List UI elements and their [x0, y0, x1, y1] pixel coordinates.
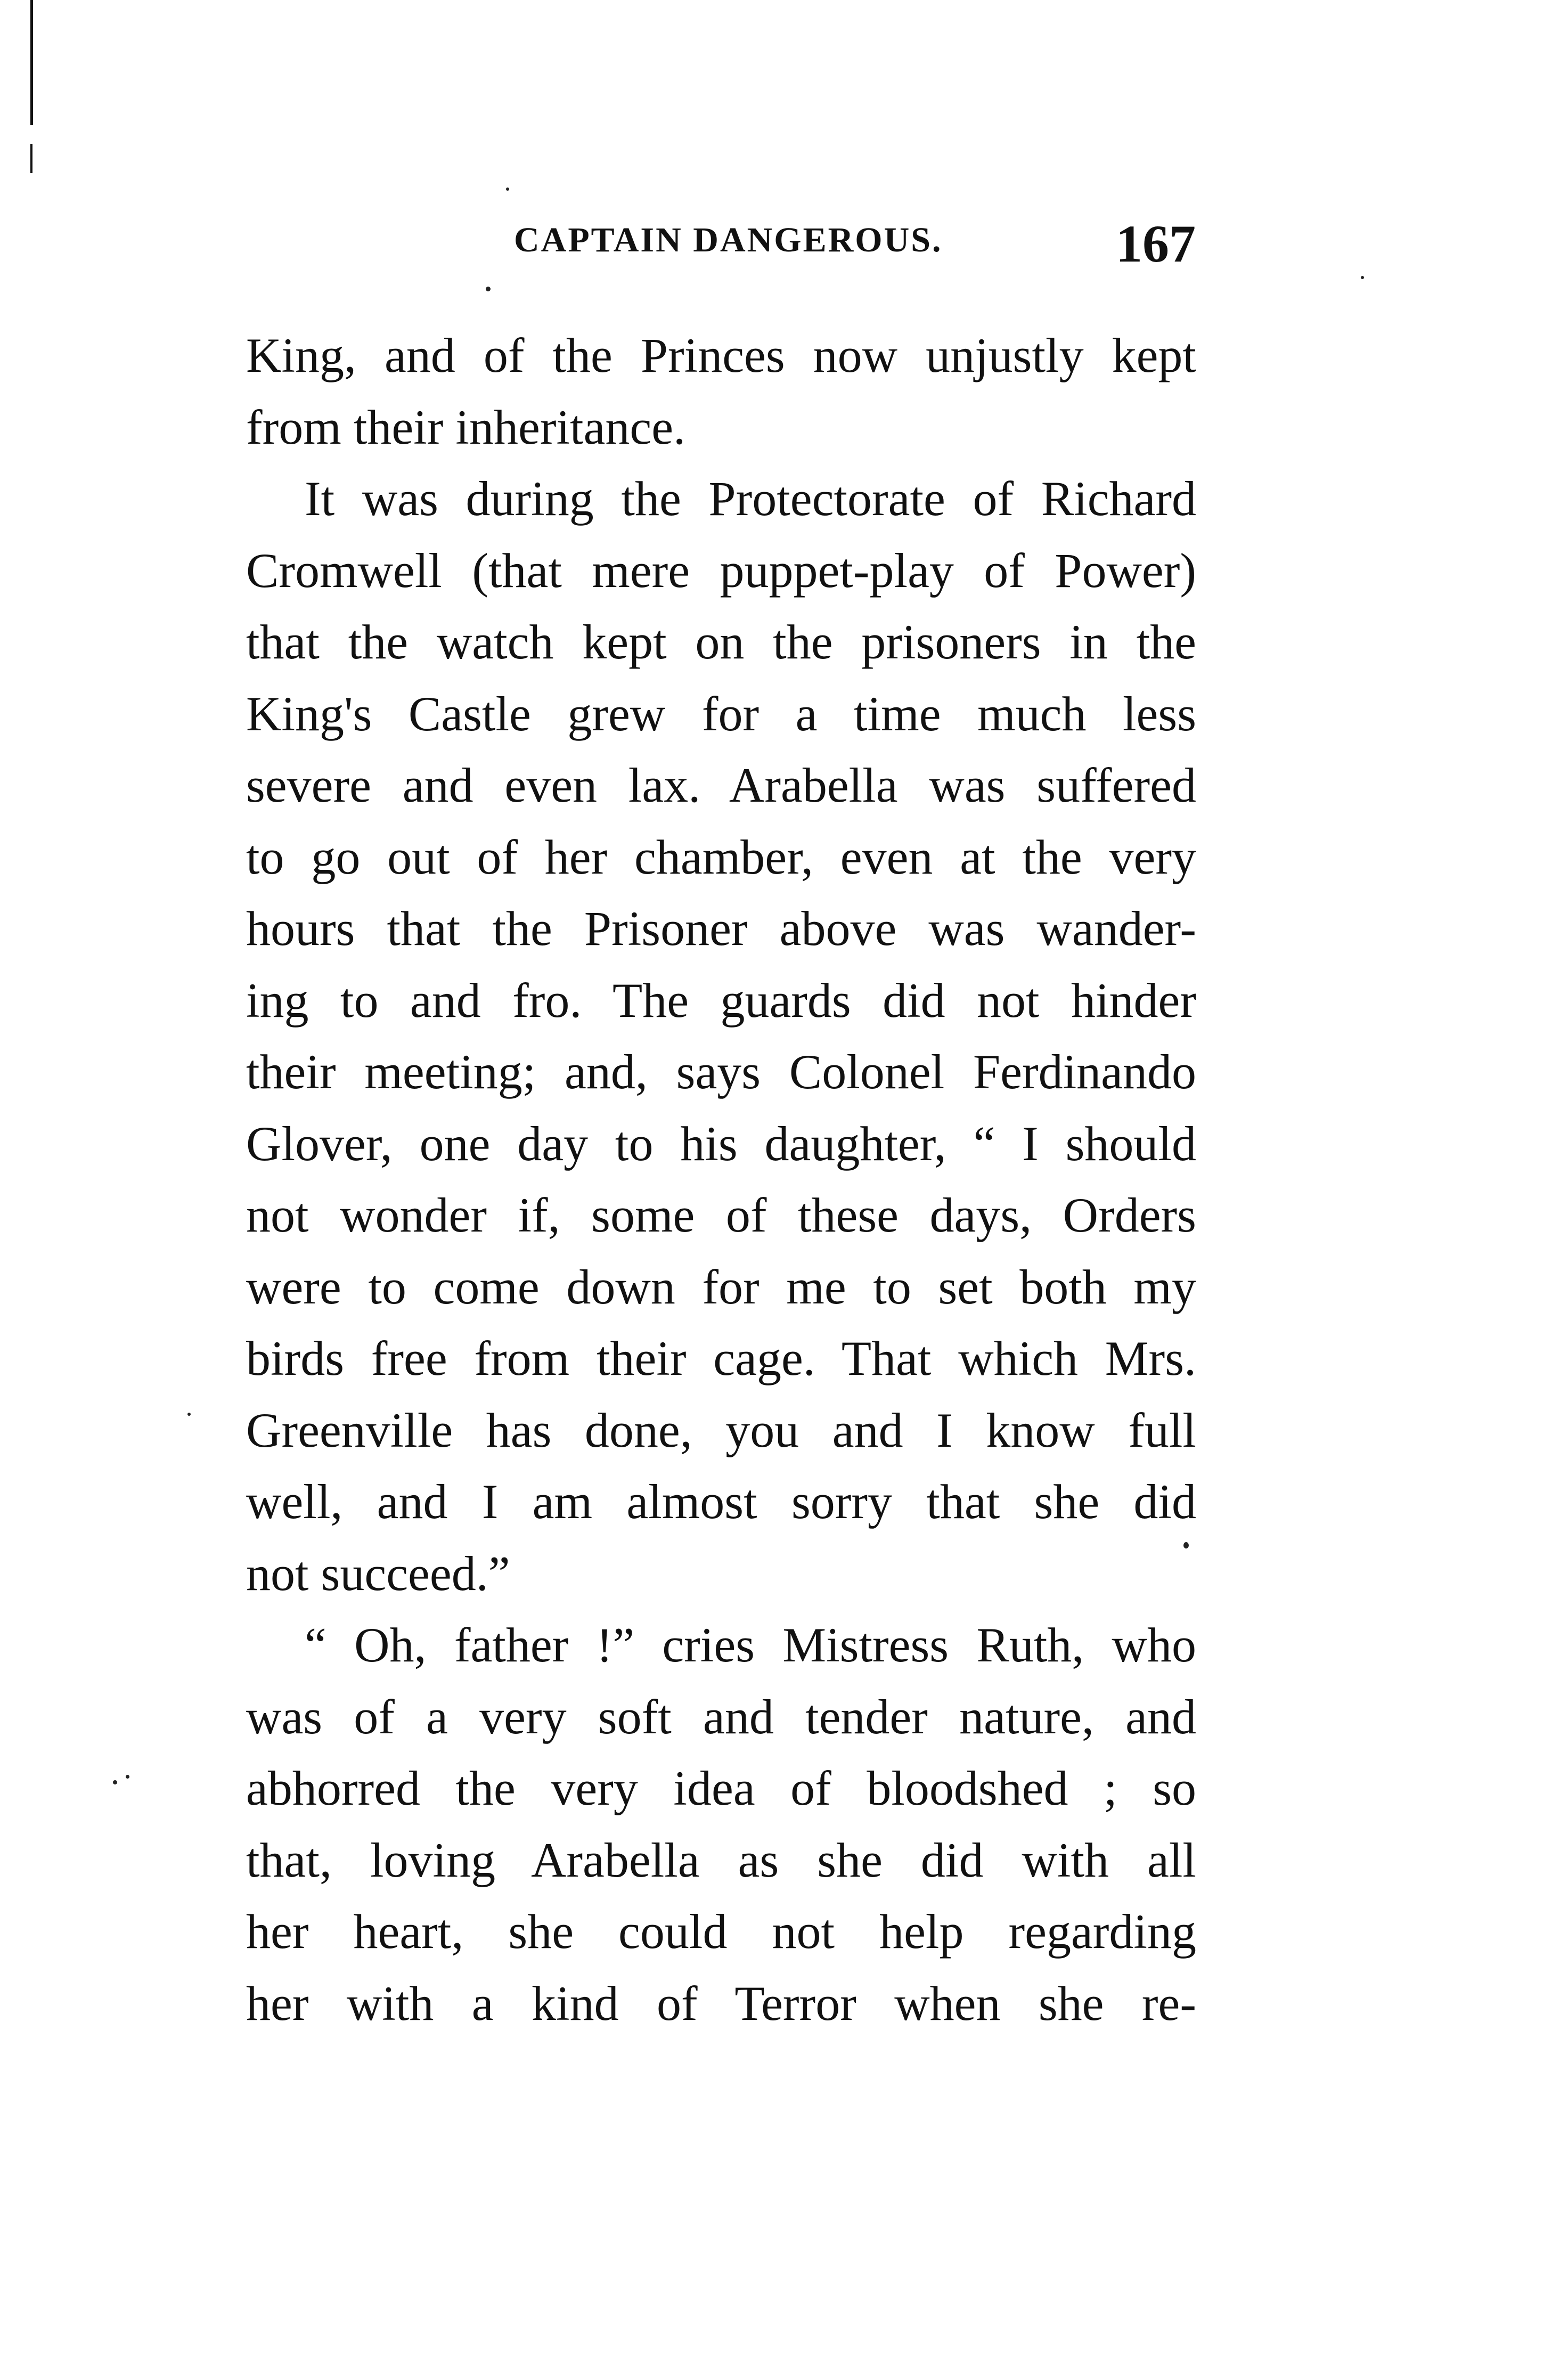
- text-line: not succeed.”: [246, 1546, 510, 1601]
- text-line: Greenville has done, you and I know full: [246, 1403, 1196, 1457]
- page-number: 167: [1116, 214, 1196, 273]
- text-line: to go out of her chamber, even at the very: [246, 829, 1196, 884]
- text-line: well, and I am almost sorry that she did: [246, 1474, 1196, 1529]
- text-line: that, loving Arabella as she did with all: [246, 1832, 1196, 1887]
- text-line: abhorred the very idea of bloodshed ; so: [246, 1761, 1196, 1815]
- text-line: not wonder if, some of these days, Orders: [246, 1188, 1196, 1242]
- text-line: from their inheritance.: [246, 400, 686, 454]
- text-line: King's Castle grew for a time much less: [246, 686, 1196, 741]
- text-line: ing to and fro. The guards did not hinder: [246, 973, 1196, 1028]
- text-line: her with a kind of Terror when she re-: [246, 1976, 1196, 2031]
- scan-speck: [187, 1413, 191, 1416]
- text-line: “ Oh, father !” cries Mistress Ruth, who: [305, 1618, 1196, 1672]
- body-text: [246, 320, 1196, 2039]
- scan-speck: [486, 287, 491, 291]
- text-line: her heart, she could not help regarding: [246, 1904, 1196, 1959]
- text-line: that the watch kept on the prisoners in the: [246, 615, 1196, 669]
- text-line: birds free from their cage. That which Mrs.: [246, 1331, 1196, 1385]
- scan-edge-mark: [30, 144, 32, 173]
- text-line: It was during the Protectorate of Richard: [305, 471, 1196, 526]
- text-line: were to come down for me to set both my: [246, 1259, 1196, 1314]
- text-line: King, and of the Princes now unjustly kept: [246, 328, 1196, 382]
- scan-speck: [126, 1775, 129, 1779]
- text-line: their meeting; and, says Colonel Ferdinando: [246, 1045, 1196, 1099]
- text-line: severe and even lax. Arabella was suffered: [246, 758, 1196, 812]
- text-line: was of a very soft and tender nature, and: [246, 1689, 1196, 1744]
- running-head: CAPTAIN DANGEROUS.: [514, 221, 943, 259]
- scan-speck: [506, 187, 509, 191]
- scan-edge-mark: [30, 0, 33, 125]
- text-line: Glover, one day to his daughter, “ I should: [246, 1116, 1196, 1171]
- scan-speck: [113, 1780, 117, 1784]
- text-line: Cromwell (that mere puppet-play of Power): [246, 543, 1196, 598]
- scan-speck: [1361, 276, 1364, 279]
- text-line: hours that the Prisoner above was wander-: [246, 901, 1196, 956]
